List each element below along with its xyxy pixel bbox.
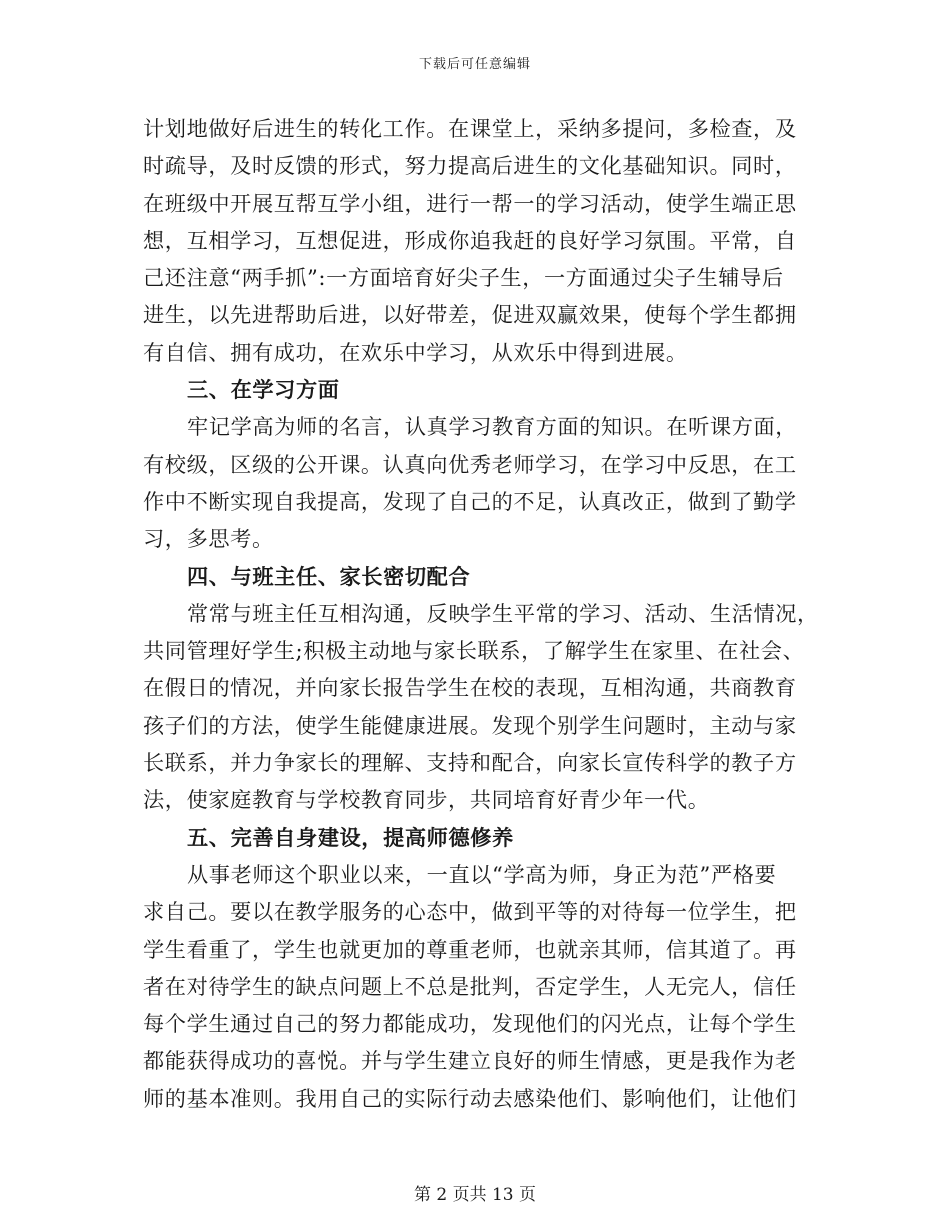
page-footer: 第 2 页共 13 页 bbox=[413, 1185, 537, 1205]
text-line: 习，多思考。 bbox=[143, 526, 274, 552]
text-line: 每个学生通过自己的努力都能成功，发现他们的闪光点，让每个学生 bbox=[143, 1011, 797, 1037]
text-line: 有校级，区级的公开课。认真向优秀老师学习，在学习中反思，在工 bbox=[143, 451, 797, 477]
document-body bbox=[143, 110, 819, 1117]
text-line: 学生看重了，学生也就更加的尊重老师，也就亲其师，信其道了。再 bbox=[143, 936, 797, 962]
text-line: 计划地做好后进生的转化工作。在课堂上，采纳多提问，多检查，及 bbox=[143, 116, 797, 141]
text-line: 在班级中开展互帮互学小组，进行一帮一的学习活动，使学生端正思 bbox=[143, 190, 797, 216]
text-line: 长联系，并力争家长的理解、支持和配合，向家长宣传科学的教子方 bbox=[143, 750, 797, 776]
text-line: 进生，以先进帮助后进，以好带差，促进双赢效果，使每个学生都拥 bbox=[143, 302, 797, 328]
text-line: 时疏导，及时反馈的形式，努力提高后进生的文化基础知识。同时， bbox=[143, 153, 797, 179]
page-header: 下载后可任意编辑 bbox=[418, 57, 531, 72]
paragraph-first-line: 从事老师这个职业以来，一直以“学高为师，身正为范”严格要 bbox=[187, 861, 777, 887]
paragraph-first-line: 常常与班主任互相沟通，反映学生平常的学习、活动、生活情况， bbox=[187, 600, 819, 626]
section-heading: 三、在学习方面 bbox=[187, 377, 340, 403]
text-line: 师的基本准则。我用自己的实际行动去感染他们、影响他们，让他们 bbox=[143, 1085, 797, 1111]
text-line: 求自己。要以在教学服务的心态中，做到平等的对待每一位学生，把 bbox=[143, 899, 797, 925]
text-line: 在假日的情况，并向家长报告学生在校的表现，互相沟通，共商教育 bbox=[143, 675, 797, 701]
text-line: 法，使家庭教育与学校教育同步，共同培育好青少年一代。 bbox=[143, 787, 710, 813]
text-line: 者在对待学生的缺点问题上不总是批判，否定学生，人无完人，信任 bbox=[143, 973, 797, 999]
text-line: 作中不断实现自我提高，发现了自己的不足，认真改正，做到了勤学 bbox=[143, 488, 797, 514]
text-line: 有自信、拥有成功，在欢乐中学习，从欢乐中得到进展。 bbox=[143, 339, 688, 365]
paragraph-first-line: 牢记学高为师的名言，认真学习教育方面的知识。在听课方面， bbox=[187, 414, 798, 440]
text-line: 想，互相学习，互想促进，形成你追我赶的良好学习氛围。平常，自 bbox=[143, 227, 797, 253]
section-heading: 四、与班主任、家长密切配合 bbox=[187, 563, 471, 589]
text-line: 都能获得成功的喜悦。并与学生建立良好的师生情感，更是我作为老 bbox=[143, 1048, 797, 1074]
section-heading: 五、完善自身建设，提高师德修养 bbox=[187, 824, 514, 850]
text-line: 己还注意“两手抓”:一方面培育好尖子生，一方面通过尖子生辅导后 bbox=[143, 265, 784, 291]
text-line: 共同管理好学生;积极主动地与家长联系，了解学生在家里、在社会、 bbox=[143, 638, 805, 664]
text-line: 孩子们的方法，使学生能健康进展。发现个别学生问题时，主动与家 bbox=[143, 712, 797, 738]
